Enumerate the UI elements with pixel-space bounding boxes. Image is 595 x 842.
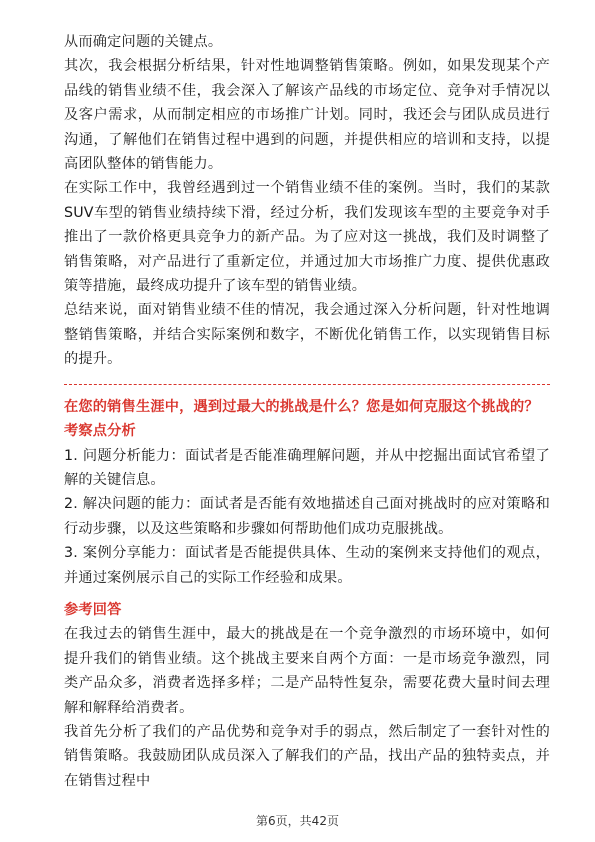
answer-paragraph-1: 在我过去的销售生涯中，最大的挑战是在一个竞争激烈的市场环境中，如何提升我们的销售业绩。这个挑战主要来自两个方面：一是市场竞争激烈，同类产品众多，消费者选择多样；二是产品特性复杂，需要花费大量时间去理解和解释给消费者。 bbox=[64, 626, 550, 716]
page-footer: 第6页，共42页 bbox=[256, 814, 339, 828]
paragraph-case: 在实际工作中，我曾经遇到过一个销售业绩不佳的案例。当时，我们的某款SUV车型的销售业绩持续下滑，经过分析，我们发现该车型的主要竞争对手推出了一款价格更具竞争力的新产品。为了应对这一挑战，我们及时调整了销售策略，对产品进行了重新定位，并通过加大市场推广力度、提供优惠政策等措施，最终成功提升了该车型的销售业绩。 bbox=[64, 180, 550, 295]
answer-paragraph-2: 我首先分析了我们的产品优势和竞争对手的弱点，然后制定了一套针对性的销售策略。我鼓励团队成员深入了解我们的产品，找出产品的独特卖点，并在销售过程中 bbox=[64, 723, 550, 789]
answer-heading: 参考回答 bbox=[64, 601, 122, 618]
analysis-item-1: 1. 问题分析能力：面试者是否能准确理解问题，并从中挖掘出面试官希望了解的关键信息。 bbox=[64, 447, 550, 488]
analysis-item-3: 3. 案例分享能力：面试者是否能提供具体、生动的案例来支持他们的观点，并通过案例展示自己的实际工作经验和成果。 bbox=[64, 545, 550, 586]
question-title: 在您的销售生涯中，遇到过最大的挑战是什么？您是如何克服这个挑战的？ bbox=[64, 398, 539, 415]
paragraph-summary: 总结来说，面对销售业绩不佳的情况，我会通过深入分析问题，针对性地调整销售策略，并结合实际案例和数字，不断优化销售工作，以实现销售目标的提升。 bbox=[64, 302, 550, 368]
paragraph-continuation-1: 从而确定问题的关键点。 bbox=[64, 34, 223, 50]
paragraph-strategy: 其次，我会根据分析结果，针对性地调整销售策略。例如，如果发现某个产品线的销售业绩不佳，我会深入了解该产品线的市场定位、竞争对手情况以及客户需求，从而制定相应的市场推广计划。同时，我还会与团队成员进行沟通，了解他们在销售过程中遇到的问题，并提供相应的培训和支持，以提高团队整体的销售能力。 bbox=[64, 58, 550, 173]
section-divider bbox=[64, 384, 550, 385]
analysis-item-2: 2. 解决问题的能力：面试者是否能有效地描述自己面对挑战时的应对策略和行动步骤，以及这些策略和步骤如何帮助他们成功克服挑战。 bbox=[64, 496, 550, 537]
spacer bbox=[64, 590, 550, 598]
analysis-heading: 考察点分析 bbox=[64, 423, 136, 440]
document-page bbox=[64, 30, 550, 793]
